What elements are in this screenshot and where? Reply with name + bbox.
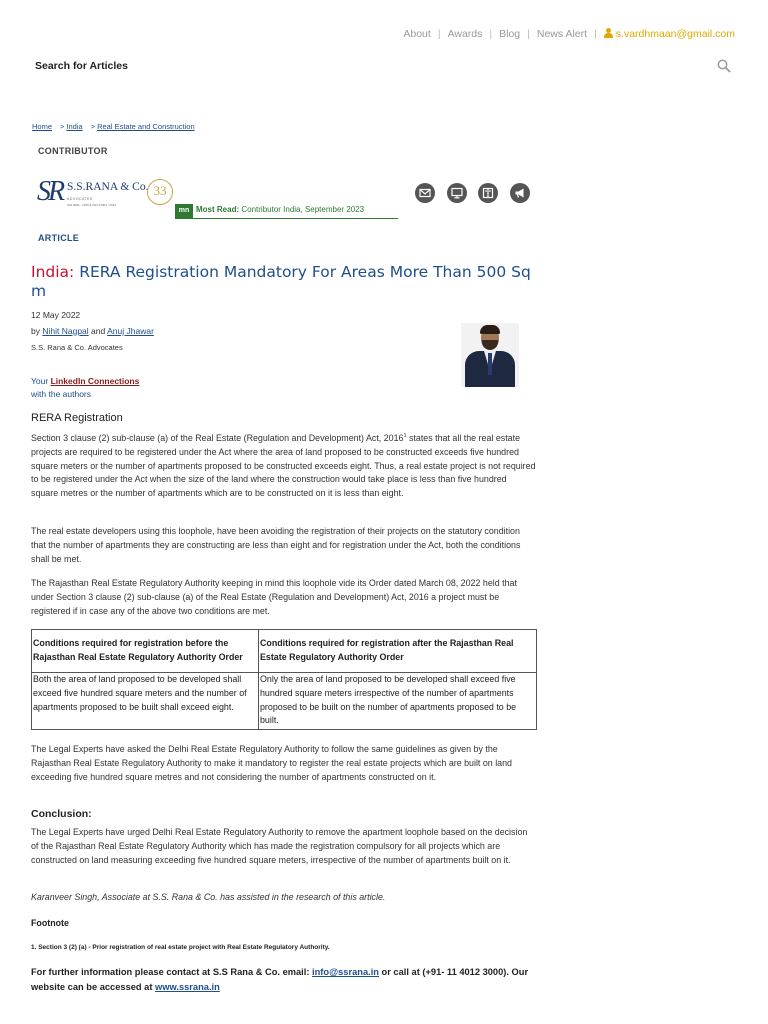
user-email-link[interactable]: s.vardhmaan@gmail.com bbox=[615, 28, 735, 40]
table-row bbox=[32, 673, 537, 730]
contact-text-b: or call at (+91- 11 4012 3000). Our website can be accessed at bbox=[31, 967, 529, 992]
logo-mark: SR bbox=[37, 176, 63, 207]
nav-awards-link[interactable]: Awards bbox=[447, 28, 483, 40]
paragraph-4: The Legal Experts have asked the Delhi Real Estate Regulatory Authority to follow the same guidelines as given by the Rajasthan Real Estate Regulatory Authority to make it mandatory to register the real estate projects which are built on land exceeding five hundred square metres and not considering the number of apartments constructed on it. bbox=[31, 744, 512, 782]
table-header-before: Conditions required for registration before the Rajasthan Real Estate Regulatory Authority Order bbox=[32, 630, 259, 673]
top-nav-links bbox=[403, 28, 735, 40]
most-read-banner[interactable] bbox=[175, 202, 398, 219]
most-read-value: Contributor India, September 2023 bbox=[241, 205, 365, 214]
user-icon bbox=[604, 28, 613, 38]
photo-hair bbox=[480, 325, 500, 334]
most-read-text bbox=[196, 205, 364, 214]
linkedin-connections bbox=[31, 375, 139, 401]
contact-info bbox=[31, 965, 536, 994]
breadcrumb bbox=[32, 122, 195, 131]
logo-name: S.S.RANA & Co. bbox=[67, 181, 149, 193]
author-link-2[interactable]: Anuj Jhawar bbox=[107, 326, 154, 336]
linkedin-link[interactable]: LinkedIn Connections bbox=[50, 376, 140, 386]
nav-blog-link[interactable]: Blog bbox=[499, 28, 521, 40]
article-label: ARTICLE bbox=[38, 233, 80, 243]
screen-icon[interactable] bbox=[447, 183, 467, 203]
paragraph-5: The Legal Experts have urged Delhi Real Estate Regulatory Authority to remove the apartment loophole based on the decision of the Rajasthan Real Estate Regulatory Authority which has made the registration compulsory for all projects which are constructed on land measuring exceeding five hundred square meters, irrespective of the number of apartments built on it. bbox=[31, 827, 528, 865]
logo-iso: ISO 9001 : 2015 & ISO 27001 : 2013 bbox=[67, 203, 117, 207]
photo-tie bbox=[488, 353, 492, 375]
table-cell-before: Both the area of land proposed to be developed shall exceed five hundred square meters and the number of apartments proposed to be built shall exceed eight. bbox=[32, 673, 259, 730]
contact-text-a: For further information please contact at S.S Rana & Co. email: bbox=[31, 967, 313, 977]
conditions-table bbox=[31, 629, 537, 730]
breadcrumb-home[interactable]: Home bbox=[32, 122, 53, 131]
nav-news-alert-link[interactable]: News Alert bbox=[536, 28, 588, 40]
byline-by: by bbox=[31, 326, 40, 336]
website-link[interactable]: www.ssrana.in bbox=[155, 981, 220, 992]
email-icon[interactable] bbox=[415, 183, 435, 203]
section-heading-rera: RERA Registration bbox=[31, 412, 123, 424]
article-title bbox=[31, 263, 536, 301]
search-bar[interactable] bbox=[35, 58, 735, 76]
breadcrumb-separator: > bbox=[90, 122, 96, 131]
paragraph-3: The Rajasthan Real Estate Regulatory Authority keeping in mind this loophole vide its Order dated March 08, 2022 held that under Section 3 clause (2) sub-clause (a) of the Real Estate (Regulation and Development) Act, 2016 a project must be registered if in case any of the above two conditions are met. bbox=[31, 578, 517, 616]
author-link-1[interactable]: Nihit Nagpal bbox=[42, 326, 89, 336]
nav-about-link[interactable]: About bbox=[403, 28, 431, 40]
most-read-label: Most Read: bbox=[196, 205, 240, 214]
nav-separator: | bbox=[527, 28, 530, 40]
photo-beard bbox=[482, 340, 498, 350]
breadcrumb-separator: > bbox=[60, 122, 65, 131]
paragraph-1-a: Section 3 clause (2) sub-clause (a) of the Real Estate (Regulation and Development) Act, 2016 bbox=[31, 432, 404, 443]
nav-separator: | bbox=[489, 28, 493, 40]
book-icon[interactable] bbox=[478, 183, 498, 203]
byline bbox=[31, 326, 154, 336]
nav-separator: | bbox=[437, 28, 441, 40]
nav-separator: | bbox=[594, 28, 597, 40]
search-label: Search for Articles bbox=[35, 60, 128, 72]
breadcrumb-country[interactable]: India bbox=[66, 122, 83, 131]
author-photo[interactable] bbox=[461, 323, 519, 387]
megaphone-icon[interactable] bbox=[510, 183, 530, 203]
paragraph-1-b: states that all the real estate projects are required to be registered under the Act where the area of land proposed to be constructed exceeds five hundred square meters or the number of apartments proposed to be constructed exceeds eight. Thus, a real estate project is not required to be registered under the Act when the size of the land where the construction would take place is less than five hundred square metres or the number of apartments which are to be constructed on it is less than eight. bbox=[31, 432, 536, 499]
mondaq-icon: mn bbox=[175, 204, 193, 218]
firm-logo[interactable] bbox=[37, 176, 175, 212]
contact-email-link[interactable]: info@ssrana.in bbox=[312, 967, 379, 977]
article-title-text: RERA Registration Mandatory For Areas More Than 500 Sq m bbox=[31, 263, 531, 300]
linkedin-pre: Your bbox=[31, 376, 49, 386]
byline-and: and bbox=[91, 326, 106, 336]
firm-name: S.S. Rana & Co. Advocates bbox=[31, 343, 123, 352]
paragraph-1 bbox=[31, 430, 536, 501]
paragraph-2: The real estate developers using this loophole, have been avoiding the registration of their projects on the statutory condition that the number of apartments they are constructing are less than eight and for registration under the Act, both the conditions shall be met. bbox=[31, 526, 521, 564]
table-header-row bbox=[32, 630, 537, 673]
conclusion-heading: Conclusion: bbox=[31, 808, 92, 820]
footnote-item: 1. Section 3 (2) (a) - Prior registration of real estate project with Real Estate Regulatory Authority. bbox=[31, 944, 330, 951]
breadcrumb-topic[interactable]: Real Estate and Construction bbox=[97, 122, 195, 131]
top-nav bbox=[0, 28, 768, 42]
table-cell-after: Only the area of land proposed to be developed shall exceed five hundred square meters irrespective of the number of apartments proposed to be built on the number of apartments proposed to be built. bbox=[259, 673, 537, 730]
table-header-after: Conditions required for registration after the Rajasthan Real Estate Regulatory Authority Order bbox=[259, 630, 537, 673]
logo-subtitle: ADVOCATES bbox=[67, 197, 93, 201]
article-country: India: bbox=[31, 263, 75, 281]
search-icon[interactable] bbox=[717, 59, 731, 73]
anniversary-badge: 33 bbox=[147, 179, 173, 205]
footnote-ref[interactable]: 1 bbox=[403, 433, 407, 439]
footnote-heading: Footnote bbox=[31, 918, 69, 928]
article-date: 12 May 2022 bbox=[31, 310, 81, 320]
contributor-label: CONTRIBUTOR bbox=[38, 146, 108, 156]
research-note: Karanveer Singh, Associate at S.S. Rana & Co. has assisted in the research of this article. bbox=[31, 892, 386, 902]
linkedin-post: with the authors bbox=[31, 389, 92, 399]
